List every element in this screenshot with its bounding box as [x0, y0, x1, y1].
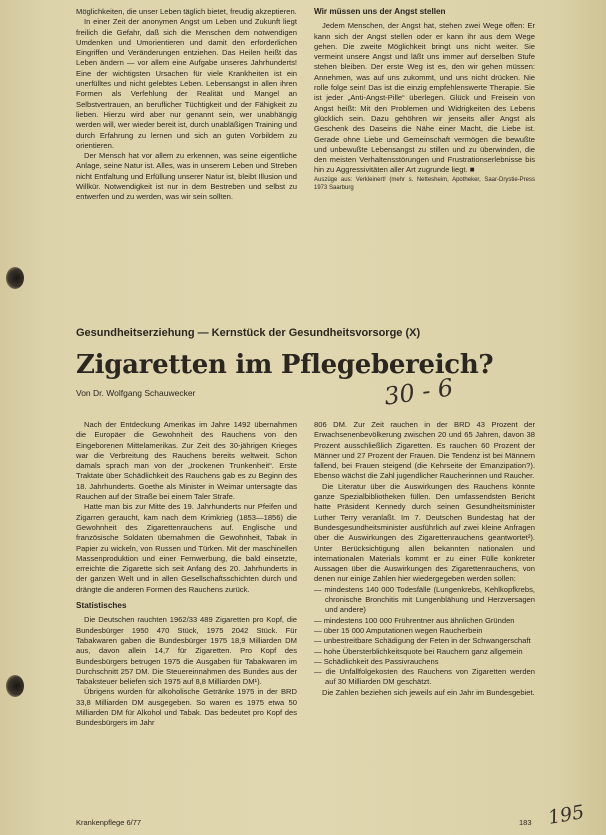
body-paragraph: Die Deutschen rauchten 1962/33 489 Zigaretten pro Kopf, die Bundesbürger 1950 470 Stück, 1975 2042 Stück. Für Tabakwaren gaben die Bundesbürger 1975 18,9 Milliarden DM aus, davon allein 14,7 für Zigaretten. Pro Kopf des Bundesbürgers betrugen 1975 die Ausgaben für Tabakwaren im Durchschnitt 257 DM. Die Steuereinnahmen des Bundes aus der Tabaksteuer beliefen sich 1975 auf 8,8 Milliarden DM¹).: [76, 615, 297, 687]
list-item: — mindestens 140 000 Todesfälle (Lungenkrebs, Kehlkopfkrebs, chronische Bronchitis mit Lungenblähung und Herzversagen und andere): [314, 585, 535, 616]
section-heading: Statistisches: [76, 601, 127, 611]
footer-journal: Krankenpflege 6/77: [76, 818, 142, 827]
body-paragraph: Übrigens wurden für alkoholische Getränke 1975 in der BRD 33,8 Milliarden DM ausgegeben. So waren es 1975 etwa 50 Milliarden DM für Alkohol und Tabak. Das bedeutet pro Kopf des Bundesbürgers im Jahr: [76, 687, 297, 728]
byline: Von Dr. Wolfgang Schauwecker: [76, 388, 196, 398]
body-paragraph: Hatte man bis zur Mitte des 19. Jahrhunderts nur Pfeifen und Zigarren geraucht, kam nach dem Krimkrieg (1853—1856) die Gewohnheit des Zigarettenrauchens auf. Englische und französische Soldaten übernahmen die Gewohnheit, Tabak in Papier zu wickeln, von Russen und Türken. Mit der maschinellen Massenproduktion und einer Fernwerbung, die bald einsetzte, erreichte die Zigarette sich seit Anfang des 20. Jahrhunderts in der ganzen Welt und in allen Gesellschaftsschichten durch und drängte die anderen Formen des Rauchens zurück.: [76, 502, 297, 594]
list-item: — unbestreitbare Schädigung der Feten in der Schwangerschaft: [314, 636, 535, 646]
body-paragraph: Die Zahlen beziehen sich jeweils auf ein Jahr im Bundesgebiet.: [322, 687, 535, 697]
body-paragraph: Der Mensch hat vor allem zu erkennen, was seine eigentliche Anlage, seine Natur ist. Alles, was in unserem Leben und Streben nicht Entfaltung und Erfüllung unserer Natur ist, bleibt Illusion und Willkür. Notwendigkeit ist nur in dem Bestreben und selbst zu entwerfen und zu werden, was wir sein sollten.: [76, 151, 297, 202]
section-heading: Wir müssen uns der Angst stellen: [314, 7, 446, 16]
list-item: — Schädlichkeit des Passivrauchens: [314, 657, 535, 667]
body-paragraph: Die Literatur über die Auswirkungen des Rauchens könnte ganze Spezialbibliotheken füllen. Den umfassendsten Bericht hatte Präsident Kennedy durch seinen Gesundheitsminister Luther Terry veranlaßt. Im 7. Deutschen Bundestag hat der Bundesgesundheitsminister ausführlich auf zwei kleine Anfragen über die Auswirkungen des Zigarettenrauchens geantwortet²). Unter Berücksichtigung allen bekannten nationalen und internationalen Materials kommt er zu einer Fülle konkreter Aussagen über die Auswirkungen des Zigarettenrauchens, von denen nur einige Zahlen hier wiedergegeben werden sollen:: [314, 481, 535, 584]
top-left-column: [76, 7, 297, 203]
top-right-column: [314, 7, 535, 192]
source-note: Auszüge aus: Verkleinert! (mehr s. Nettesheim, Apotheker, Saar-Drystie-Press 1973 Saarburg: [314, 176, 535, 191]
body-paragraph: In einer Zeit der anonymen Angst um Leben und Zukunft liegt freilich die Gefahr, daß sich die Menschen dem notwendigen Umdenken und Umorientieren und damit den erforderlichen Eingriffen und Veränderungen entziehen. Das Heilen heißt das Leben ändern — vor allem eine Aufgabe unseres Jahrhunderts! Eine der wichtigsten Ursachen für viele Krankheiten ist ein unerfülltes und nicht gelebtes Leben. Lebensangst in allen ihren Formen als Verfehlung der Realität und Mangel an Selbstvertrauen, an beruflicher Tüchtigkeit und der Fähigkeit zu lieben. Hierzu wird aber nur genannt sein, wer unabhängig werden will, wer wieder bereit ist, durch unabläßigen Training und durch Erfahrung zu lernen und sich an guten Vorbildern zu orientieren.: [76, 17, 297, 150]
footer-page-number: 183: [519, 818, 532, 827]
body-paragraph: 806 DM. Zur Zeit rauchen in der BRD 43 Prozent der Erwachsenenbevölkerung zwischen 20 und 65 Jahren, davon 38 Prozent ausschließlich Zigaretten. Es rauchen 60 Prozent der Männer und 27 Prozent der Frauen. Die Tendenz ist bei Männern fallend, bei Frauen steigend (die Kehrseite der Emanzipation?). Ebenso wächst die Zahl jugendlicher Raucherinnen und Raucher.: [314, 420, 535, 481]
effects-list: [314, 585, 535, 688]
handwritten-page: 195: [546, 801, 586, 829]
article-title: Zigaretten im Pflegebereich?: [76, 350, 494, 380]
bottom-left-column: [76, 420, 297, 729]
list-item: — hohe Übersterblichkeitsquote bei Rauchern ganz allgemein: [314, 647, 535, 657]
bottom-right-column: [314, 420, 535, 698]
list-item: — mindestens 100 000 Frührentner aus ähnlichen Gründen: [314, 616, 535, 626]
body-paragraph: Nach der Entdeckung Amerikas im Jahre 1492 übernahmen die Europäer die Gewohnheit des Rauchens von den Eingeborenen Mittelamerikas. Zur Zeit des 30-jährigen Krieges war die Verbreitung des Rauchens bereits weltweit. Schon damals sprach man von der „trockenen Trunkenheit“. Erste Traktate über Schädlichkeit des Rauchens gab es zu Beginn des 18. Jahrhunderts. Goethe als Minister in Weimar untersagte das Rauchen auf der Straße bei einem Taler Strafe.: [76, 420, 297, 502]
punch-hole-upper: [6, 267, 24, 289]
list-item: — die Unfallfolgekosten des Rauchens von Zigaretten werden auf 30 Milliarden DM geschätzt.: [314, 667, 535, 688]
series-heading: Gesundheitserziehung — Kernstück der Gesundheitsvorsorge (X): [76, 327, 421, 339]
end-mark: ■: [469, 165, 475, 175]
body-paragraph: Jedem Menschen, der Angst hat, stehen zwei Wege offen: Er kann sich der Angst stellen oder er kann ihr aus dem Wege gehen. Die zweite Möglichkeit bringt uns nicht weiter. Sie vermeint unsere Angst und läßt uns immer auf derselben Stufe stehen bleiben. Der erste Weg ist es, den wir gehen müssen: Annehmen, was auf uns zukommt, und uns nicht drücken. Nie rolle folge sein! Das ist die einzig empfehlenswerte Therapie. Sie ist jeder „Anti-Angst-Pille“ überlegen. Glück und Freisein von Angst heißt: Mit den Problemen und Widrigkeiten des Lebens glücklich sein. Dazu gehöhren wir jenseits aller Angst als Geschenk des Daseins die Nähe einer Macht, die Liebe ist. Gerade ohne Liebe und Gemeinschaft vermögen die bewußte und unbewußte Lebensangst zu stillen und zu überwinden, die den meisten Verhaltensstörungen und Frustrationserlebnisse bis hin zu Aggressivitäten aller Art zugrunde liegt. ■: [314, 21, 535, 175]
body-paragraph: Möglichkeiten, die unser Leben täglich bietet, freudig akzeptieren.: [76, 7, 297, 16]
list-item: — über 15 000 Amputationen wegen Raucherbein: [314, 626, 535, 636]
punch-hole-lower: [6, 675, 24, 697]
handwritten-number: 30 - 6: [382, 373, 455, 411]
